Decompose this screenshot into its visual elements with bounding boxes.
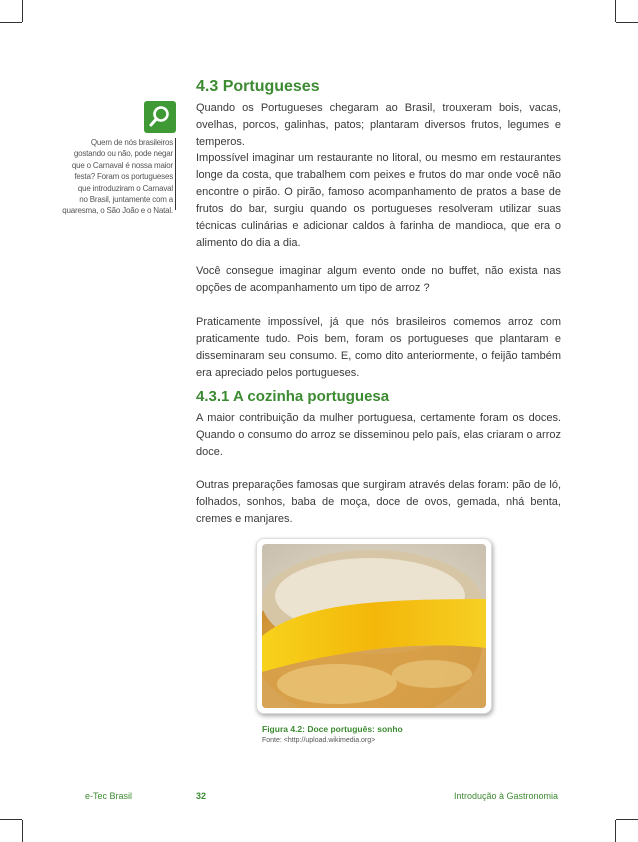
paragraph: A maior contribuição da mulher portuguesa, certamente foram os doces. Quando o consumo do arroz se disseminou pelo país, elas criaram o arroz doce.: [196, 412, 561, 458]
sidebar-note-line: quaresma, o São João e o Natal.: [62, 206, 173, 216]
footer-book-title: Introdução à Gastronomia: [453, 791, 558, 801]
search-icon: [144, 101, 176, 133]
paragraph: Quando os Portugueses chegaram ao Brasil, trouxeram bois, vacas, ovelhas, porcos, galinhas, patos; plantaram diversos frutos, legumes e temperos.: [196, 102, 561, 148]
sidebar-note-line: festa? Foram os portugueses: [74, 172, 173, 182]
sidebar-note: [58, 137, 173, 217]
paragraph: Impossível imaginar um restaurante no litoral, ou mesmo em restaurantes longe da costa, que trabalhem com peixes e frutos do mar onde você não encontre o pirão. O pirão, famoso acompanhamento de pratos a base de frutos do bar, surgiu quando os portugueses resolveram utilizar suas técnicas culinárias e adicionar caldos à farinha de mandioca, que era o alimento do dia a dia.: [196, 152, 561, 249]
sidebar-note-line: que introduziram o Carnaval: [77, 183, 173, 193]
crop-mark: [0, 819, 22, 820]
crop-mark: [22, 0, 23, 22]
footer-series: e-Tec Brasil: [85, 791, 133, 801]
figure-photo-frame: [256, 538, 492, 714]
sidebar-note-line: gostando ou não, pode negar: [73, 149, 173, 159]
crop-mark: [616, 22, 638, 23]
figure-caption: Figura 4.2: Doce português: sonho: [262, 724, 403, 734]
sidebar-note-line: que o Carnaval é nossa maior: [71, 160, 173, 170]
crop-mark: [615, 0, 616, 22]
paragraph: Você consegue imaginar algum evento onde no buffet, não exista nas opções de acompanhamento um tipo de arroz ?: [196, 265, 561, 294]
crop-mark: [22, 820, 23, 842]
sidebar-note-line: no Brasil, juntamente com a: [79, 195, 173, 205]
crop-mark: [615, 820, 616, 842]
crop-mark: [0, 22, 22, 23]
crop-mark: [616, 819, 638, 820]
sidebar-note-line: Quem de nós brasileiros: [90, 138, 173, 147]
figure-credit: Fonte: <http://upload.wikimedia.org>: [262, 737, 376, 744]
section-title: 4.3 Portugueses: [196, 78, 320, 95]
subsection-title: 4.3.1 A cozinha portuguesa: [196, 388, 390, 405]
paragraph: Outras preparações famosas que surgiram através delas foram: pão de ló, folhados, sonhos, baba de moça, doce de ovos, gemada, nhá benta, cremes e manjares.: [196, 479, 561, 525]
sidebar-divider: [175, 138, 176, 210]
sonho-photo: [262, 544, 486, 708]
paragraph: Praticamente impossível, já que nós brasileiros comemos arroz com praticamente tudo. Pois bem, foram os portugueses que plantaram e disseminaram seu consumo. E, como dito anteriormente, o feijão também era apreciado pelos portugueses.: [196, 316, 561, 379]
page-number: 32: [196, 791, 207, 801]
